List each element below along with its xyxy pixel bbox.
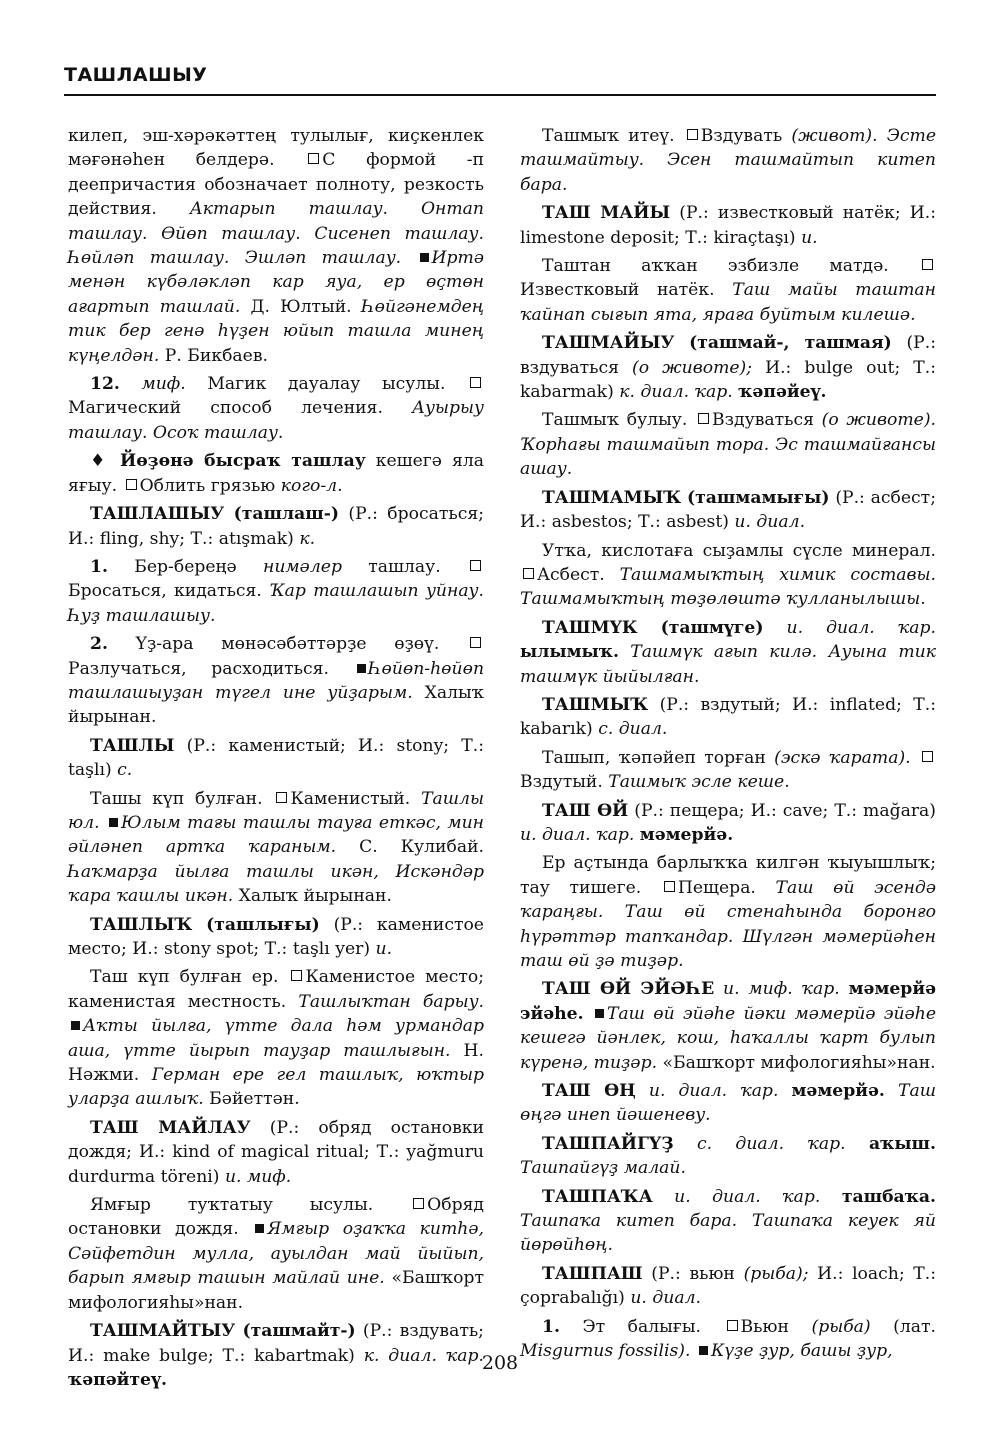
entry-tashly-definition: Ташы күп булған. Каменистый. Ташлы юл. Юлым тағы ташлы тауға еткәс, мин әйләнеп артҡа ҡараным. С. Кулибай. Һаҡмарҙа йылға ташлы икән, Искәндәр ҡара ҡашлы икән. Халыҡ йырынан. xyxy=(68,788,484,907)
entry-tashmyq-definition: Ташып, ҡәпәйеп торған (эскә ҡарата). Вздутый. Ташмыҡ эсле кеше. xyxy=(520,746,936,795)
entry-tash-oy-definition: Ер аҫтында барлыҡҡа килгән ҡыуышлыҡ; тау тишеге. Пещера. Таш өй эсендә ҡараңғы. Таш өй стенаһында боронғо һүрәттәр тапҡандар. Шүлгән мәмерйәһен таш өй ҙә тиҙәр. xyxy=(520,853,936,971)
citation-square-icon xyxy=(595,1009,604,1018)
translation-square-icon xyxy=(922,751,933,762)
running-head-title: ТАШЛАШЫУ xyxy=(64,64,208,86)
entry-tashpash: ТАШПАШ (Р.: вьюн (рыба); И.: loach; Т.: çoprabalığı) и. диал. xyxy=(520,1263,937,1309)
entry-tashlau-continued: килеп, эш-хәрәкәттең тулылығ, киҫкенлек мәғәнәһен белдерә. С формой -п деепричастия обозначает полноту, резкость действия. Актарып ташлау. Онтап ташлау. Өйөп ташлау. Сисенеп ташлау. Һөйләп ташлау. Эшләп ташлау. Иртә менән күбәләкләп кар яуа, ер өҫтөн ағартып ташлай. Д. Юлтый. Һөйгәнемдең тик бер генә һүҙен юйып ташла минең күңелдән. Р. Бикбаев. xyxy=(68,126,485,366)
entry-tashlashyu: ТАШЛАШЫУ (ташлаш-) (Р.: бросаться; И.: fling, shy; Т.: atışmak) к. xyxy=(68,504,485,549)
translation-square-icon xyxy=(470,560,481,571)
right-column xyxy=(520,124,936,1368)
entry-tash-mayy-definition: Таштан аҡҡан эзбизле матдә. Известковый натёк. Таш майы таштан ҡайнап сығып ята, яраға буйтым килешә. xyxy=(520,256,936,325)
entry-tashmayyu-definition: Ташмыҡ булыу. Вздуваться (о животе). Ҡорһағы ташмайып тора. Эс ташмайғансы ашау. xyxy=(520,410,936,480)
translation-square-icon xyxy=(291,970,302,981)
translation-square-icon xyxy=(413,1198,424,1209)
translation-square-icon xyxy=(664,881,675,892)
left-column xyxy=(68,124,484,1396)
entry-tash-mayy: ТАШ МАЙЫ (Р.: известковый натёк; И.: limestone deposit; Т.: kiraçtaşı) и. xyxy=(520,203,937,248)
translation-square-icon xyxy=(470,637,481,648)
entry-tash-oy-eyahe: ТАШ ӨЙ ЭЙӘҺЕ и. миф. ҡар. мәмерйә эйәһе. Таш өй эйәһе йәки мәмерйә эйәһе кешегә йәнлек, кош, һаҡаллы ҡарт булып күренә, тиҙәр. «Башҡорт мифологияһы»нан. xyxy=(520,979,937,1073)
entry-tash-on: ТАШ ӨҢ и. диал. ҡар. мәмерйә. Таш өңгә инеп йәшеневу. xyxy=(520,1081,937,1126)
translation-square-icon xyxy=(698,413,709,424)
entry-tashlyq-definition: Таш күп булған ер. Каменистое место; каменистая местность. Ташлыҡтан барыу. Аҡты йылға, үтте дала һәм урмандар аша, үтте йырып тауҙар ташлығын. Н. Нәжми. Герман ере гел ташлыҡ, юҡтыр уларҙа ашлыҡ. Бәйеттән. xyxy=(68,967,485,1110)
translation-square-icon xyxy=(470,377,481,388)
citation-square-icon xyxy=(420,253,429,262)
sense-1: 1. Бер-береңә нимәлер ташлау. Бросаться, кидаться. Ҡар ташлашып уйнау. Һуҙ ташлашыу. xyxy=(68,556,484,626)
entry-tashmuk: ТАШМҮК (ташмүге) и. диал. ҡар. ылымыҡ. Ташмүк ағып килә. Ауына тик ташмүк йыйылған. xyxy=(520,617,936,687)
translation-square-icon xyxy=(727,1320,738,1331)
entry-tashpash-sense-1: 1. Эт балығы. Вьюн (рыба) (лат. Misgurnus fossilis). Күҙе ҙур, башы ҙур, xyxy=(520,1316,937,1362)
entry-tashlyq: ТАШЛЫҠ (ташлығы) (Р.: каменистое место; И.: stony spot; Т.: taşlı yer) и. xyxy=(68,914,484,959)
sense-12: 12. миф. Магик дауалау ысулы. Магический способ лечения. Ауырыу ташлау. Осоҡ ташлау. xyxy=(68,374,484,443)
header-rule xyxy=(64,94,936,96)
page-number: 208 xyxy=(481,1352,519,1374)
citation-square-icon xyxy=(71,1021,80,1030)
translation-square-icon xyxy=(687,129,698,140)
entry-tashmamyq-definition: Утҡа, кислотаға сыҙамлы сүсле минерал. Асбест. Ташмамыҡтың химик составы. Ташмамыҡтың төҙөлөштә ҡулланылышы. xyxy=(520,540,936,610)
entry-tash-oy: ТАШ ӨЙ (Р.: пещера; И.: cave; Т.: mağara) и. диал. ҡар. мәмерйә. xyxy=(520,800,936,845)
translation-square-icon xyxy=(308,153,319,164)
entry-tash-maylau: ТАШ МАЙЛАУ (Р.: обряд остановки дождя; И.: kind of magical ritual; Т.: yağmuru durdurma töreni) и. миф. xyxy=(68,1117,484,1187)
translation-square-icon xyxy=(276,792,287,803)
citation-square-icon xyxy=(357,664,366,673)
entry-tashmaytyu-definition: Ташмыҡ итеү. Вздувать (живот). Эсте ташмайтыу. Эсен ташмайтып китеп бара. xyxy=(520,126,936,195)
entry-tashmaytyu: ТАШМАЙТЫУ (ташмайт-) (Р.: вздувать; И.: make bulge; Т.: kabartmak) к. диал. ҡар. ҡәпәйтеү. xyxy=(68,1321,485,1390)
entry-tashmayyu: ТАШМАЙЫУ (ташмай-, ташмая) (Р.: вздуваться (о животе); И.: bulge out; Т.: kabarmak) к. диал. ҡар. ҡәпәйеү. xyxy=(520,333,936,403)
translation-square-icon xyxy=(922,259,933,270)
entry-tashpaygiz: ТАШПАЙГҮҘ с. диал. ҡар. аҡыш. Ташпайгүҙ малай. xyxy=(520,1133,937,1179)
sense-2: 2. Үҙ-ара мөнәсәбәттәрҙе өҙөү. Разлучаться, расходиться. Һөйөп-һөйөп ташлашыуҙан түгел ине уйҙарым. Халыҡ йырынан. xyxy=(68,634,485,728)
citation-square-icon xyxy=(109,818,118,827)
entry-tashpaqa: ТАШПАҠА и. диал. ҡар. ташбаҡа. Ташпаҡа китеп бара. Ташпаҡа кеуек яй йөрөйһөң. xyxy=(520,1186,936,1256)
translation-square-icon xyxy=(126,479,137,490)
entry-tashly: ТАШЛЫ (Р.: каменистый; И.: stony; Т.: taşlı) с. xyxy=(68,735,484,781)
running-header xyxy=(64,64,934,86)
translation-square-icon xyxy=(523,568,534,579)
idiom-entry: ♦ Йөҙөнә бысраҡ ташлау кешегә яла яғыу. Облить грязью кого-л. xyxy=(68,451,484,496)
entry-tashmyq: ТАШМЫҠ (Р.: вздутый; И.: inflated; Т.: kabarık) с. диал. xyxy=(520,694,936,740)
entry-tashmamyq: ТАШМАМЫҠ (ташмамығы) (Р.: асбест; И.: asbestos; Т.: asbest) и. диал. xyxy=(520,487,936,533)
citation-square-icon xyxy=(255,1224,264,1233)
entry-tash-maylau-definition: Ямғыр туҡтатыу ысулы. Обряд остановки дождя. Ямғыр оҙаҡҡа китһә, Сәйфетдин мулла, ауылдан май йыйып, барып ямғыр ташын майлай ине. «Башҡорт мифологияһы»нан. xyxy=(68,1195,484,1313)
